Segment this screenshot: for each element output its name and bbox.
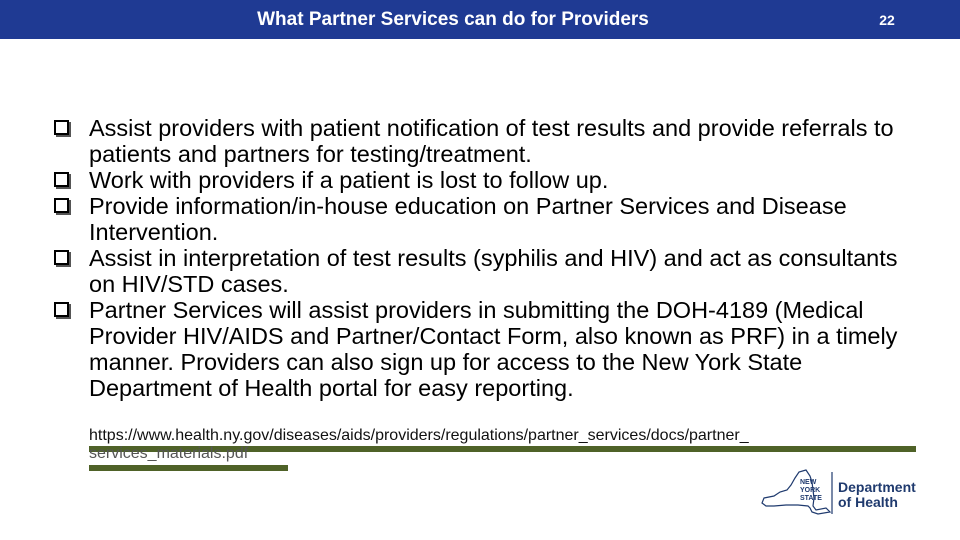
link-text-line2[interactable]: services_materials.pdf bbox=[89, 445, 249, 462]
checkbox-bullet-icon bbox=[54, 198, 69, 213]
link-text-line1[interactable]: https://www.health.ny.gov/diseases/aids/providers/regulations/partner_services/docs/partner_ bbox=[89, 427, 749, 444]
logo-dept-line2: of Health bbox=[838, 494, 898, 510]
logo-state-word3: STATE bbox=[800, 495, 822, 502]
logo-state-word1: NEW bbox=[800, 479, 817, 486]
page-title: What Partner Services can do for Providers bbox=[257, 9, 649, 30]
bullet-text: Partner Services will assist providers in submitting the DOH-4189 (Medical Provider HIV/AIDS and Partner/Contact Form, also known as PRF) in a timely manner. Providers can also sign up for access to the New York State Department of Health portal for easy reporting. bbox=[89, 297, 898, 401]
checkbox-bullet-icon bbox=[54, 120, 69, 135]
logo-dept-line1: Department bbox=[838, 479, 916, 495]
logo-state-word2: YORK bbox=[800, 487, 821, 494]
bullet-text: Assist in interpretation of test results (syphilis and HIV) and act as consultants on HIV/STD cases. bbox=[89, 245, 898, 297]
bullet-text: Work with providers if a patient is lost to follow up. bbox=[89, 167, 609, 193]
list-item bbox=[52, 115, 922, 167]
list-item bbox=[52, 245, 922, 297]
partner-services-materials-link[interactable] bbox=[89, 427, 919, 463]
link-underline bbox=[89, 465, 288, 471]
bullet-text: Assist providers with patient notification of test results and provide referrals to patients and partners for testing/treatment. bbox=[89, 115, 894, 167]
nys-department-of-health-logo bbox=[760, 468, 930, 518]
bullet-text: Provide information/in-house education on Partner Services and Disease Intervention. bbox=[89, 193, 847, 245]
checkbox-bullet-icon bbox=[54, 302, 69, 317]
list-item bbox=[52, 193, 922, 245]
bullet-list bbox=[52, 115, 922, 401]
list-item bbox=[52, 167, 922, 193]
slide-number: 22 bbox=[879, 12, 895, 28]
header-bar bbox=[0, 0, 960, 39]
checkbox-bullet-icon bbox=[54, 172, 69, 187]
list-item bbox=[52, 297, 922, 401]
checkbox-bullet-icon bbox=[54, 250, 69, 265]
